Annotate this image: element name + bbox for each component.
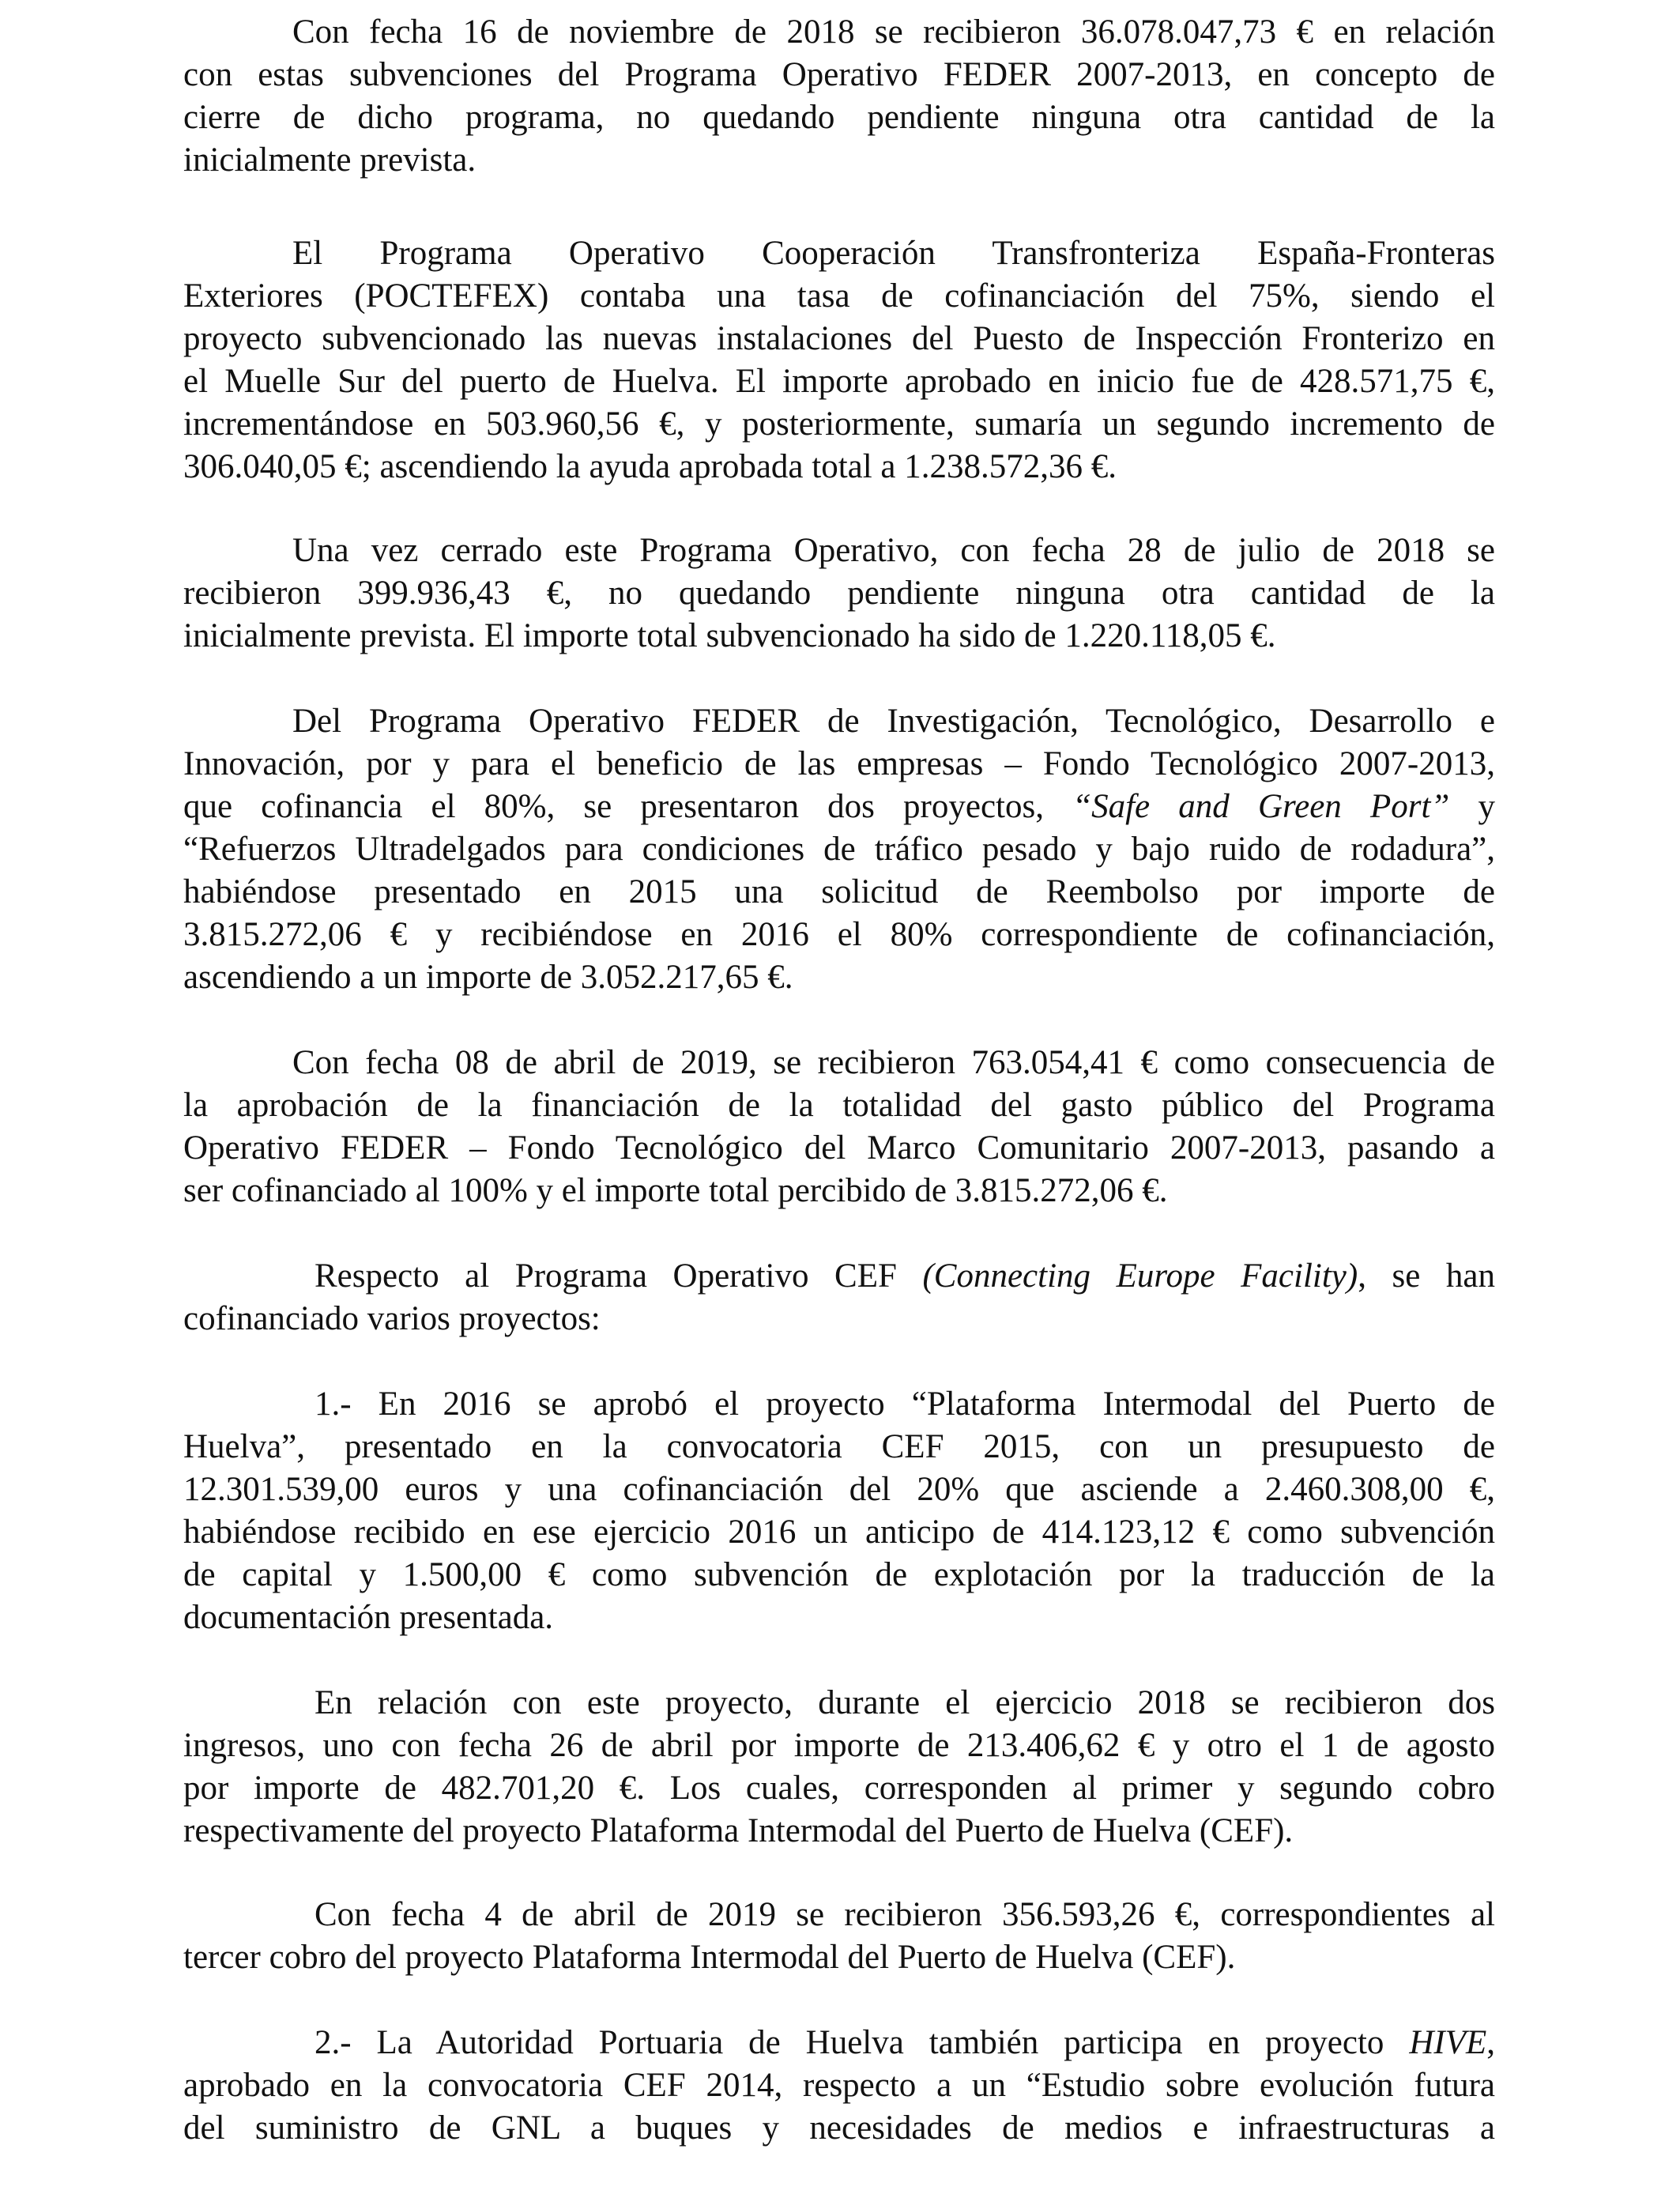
text-line: ascendiendo a un importe de 3.052.217,65 €. <box>183 959 793 996</box>
text-line-with-italic <box>183 786 1495 828</box>
text-line: respectivamente del proyecto Plataforma Intermodal del Puerto de Huelva (CEF). <box>183 1812 1294 1849</box>
text-line: inicialmente prevista. El importe total subvencionado ha sido de 1.220.118,05 €. <box>183 617 1276 654</box>
paragraph-6 <box>183 1255 1495 1340</box>
paragraph-7 <box>183 1383 1495 1639</box>
text-line: recibieron 399.936,43 €, no quedando pendiente ninguna otra cantidad de la <box>183 575 1495 612</box>
text-line: Huelva”, presentado en la convocatoria CEF 2015, con un presupuesto de <box>183 1428 1495 1465</box>
project-name-italic: “Safe and Green Port” <box>1072 788 1450 825</box>
text-line: proyecto subvencionado las nuevas instalaciones del Puesto de Inspección Fronterizo en <box>183 320 1495 357</box>
paragraph-3 <box>183 530 1495 658</box>
text-fragment: , se han <box>1358 1257 1495 1295</box>
text-line: documentación presentada. <box>183 1599 554 1636</box>
text-line: por importe de 482.701,20 €. Los cuales, corresponden al primer y segundo cobro <box>183 1770 1495 1807</box>
paragraph-2 <box>183 232 1495 488</box>
text-line: habiéndose recibido en ese ejercicio 2016 un anticipo de 414.123,12 € como subvención <box>183 1514 1495 1551</box>
text-fragment: que cofinancia el 80%, se presentaron dos proyectos, <box>183 788 1044 825</box>
text-line: la aprobación de la financiación de la totalidad del gasto público del Programa <box>183 1087 1495 1124</box>
text-fragment: y <box>1478 788 1496 825</box>
text-line: Con fecha 08 de abril de 2019, se recibieron 763.054,41 € como consecuencia de <box>292 1044 1495 1081</box>
text-line: cierre de dicho programa, no quedando pendiente ninguna otra cantidad de la <box>183 99 1495 136</box>
text-line: 306.040,05 €; ascendiendo la ayuda aprobada total a 1.238.572,36 €. <box>183 448 1117 485</box>
text-line: 1.- En 2016 se aprobó el proyecto “Plataforma Intermodal del Puerto de <box>315 1385 1495 1423</box>
text-line: En relación con este proyecto, durante el ejercicio 2018 se recibieron dos <box>315 1684 1495 1721</box>
text-line: 12.301.539,00 euros y una cofinanciación del 20% que asciende a 2.460.308,00 €, <box>183 1471 1495 1508</box>
text-fragment: , <box>1486 2024 1496 2061</box>
text-line: 3.815.272,06 € y recibiéndose en 2016 el 80% correspondiente de cofinanciación, <box>183 916 1495 953</box>
text-line: incrementándose en 503.960,56 €, y posteriormente, sumaría un segundo incremento de <box>183 405 1495 443</box>
text-fragment: 2.- La Autoridad Portuaria de Huelva también participa en proyecto <box>315 2024 1384 2061</box>
text-line: con estas subvenciones del Programa Operativo FEDER 2007-2013, en concepto de <box>183 56 1495 93</box>
text-line: El Programa Operativo Cooperación Transfronteriza España-Fronteras <box>292 235 1495 272</box>
text-line: tercer cobro del proyecto Plataforma Intermodal del Puerto de Huelva (CEF). <box>183 1939 1236 1976</box>
text-line: Innovación, por y para el beneficio de las empresas – Fondo Tecnológico 2007-2013, <box>183 745 1495 782</box>
text-line: cofinanciado varios proyectos: <box>183 1300 601 1337</box>
text-fragment: Respecto al Programa Operativo CEF <box>315 1257 897 1295</box>
text-line: Operativo FEDER – Fondo Tecnológico del Marco Comunitario 2007-2013, pasando a <box>183 1129 1495 1167</box>
text-line: Exteriores (POCTEFEX) contaba una tasa de cofinanciación del 75%, siendo el <box>183 277 1495 315</box>
text-line: de capital y 1.500,00 € como subvención de explotación por la traducción de la <box>183 1556 1495 1593</box>
text-line: Con fecha 16 de noviembre de 2018 se recibieron 36.078.047,73 € en relación <box>292 13 1495 51</box>
paragraph-1 <box>183 11 1495 182</box>
text-line: ser cofinanciado al 100% y el importe total percibido de 3.815.272,06 €. <box>183 1172 1168 1209</box>
text-line: ingresos, uno con fecha 26 de abril por importe de 213.406,62 € y otro el 1 de agosto <box>183 1727 1495 1764</box>
paragraph-4 <box>183 700 1495 999</box>
paragraph-8 <box>183 1682 1495 1853</box>
text-line-with-italic <box>183 2022 1495 2064</box>
text-line: el Muelle Sur del puerto de Huelva. El importe aprobado en inicio fue de 428.571,75 €, <box>183 363 1495 400</box>
text-line: aprobado en la convocatoria CEF 2014, respecto a un “Estudio sobre evolución futura <box>183 2067 1495 2104</box>
project-name-italic: HIVE <box>1409 2024 1487 2061</box>
paragraph-5 <box>183 1042 1495 1212</box>
text-line-with-italic <box>183 1255 1495 1298</box>
program-name-italic: (Connecting Europe Facility) <box>922 1257 1358 1295</box>
text-line: “Refuerzos Ultradelgados para condiciones de tráfico pesado y bajo ruido de rodadura”, <box>183 831 1495 868</box>
text-line: Una vez cerrado este Programa Operativo, con fecha 28 de julio de 2018 se <box>292 532 1495 569</box>
paragraph-9 <box>183 1894 1495 1979</box>
text-line: Con fecha 4 de abril de 2019 se recibieron 356.593,26 €, correspondientes al <box>315 1896 1495 1933</box>
text-line: habiéndose presentado en 2015 una solicitud de Reembolso por importe de <box>183 873 1495 910</box>
text-line: Del Programa Operativo FEDER de Investigación, Tecnológico, Desarrollo e <box>292 703 1495 740</box>
text-line: inicialmente prevista. <box>183 141 477 179</box>
paragraph-10 <box>183 2022 1495 2150</box>
text-line: del suministro de GNL a buques y necesidades de medios e infraestructuras a <box>183 2109 1495 2147</box>
